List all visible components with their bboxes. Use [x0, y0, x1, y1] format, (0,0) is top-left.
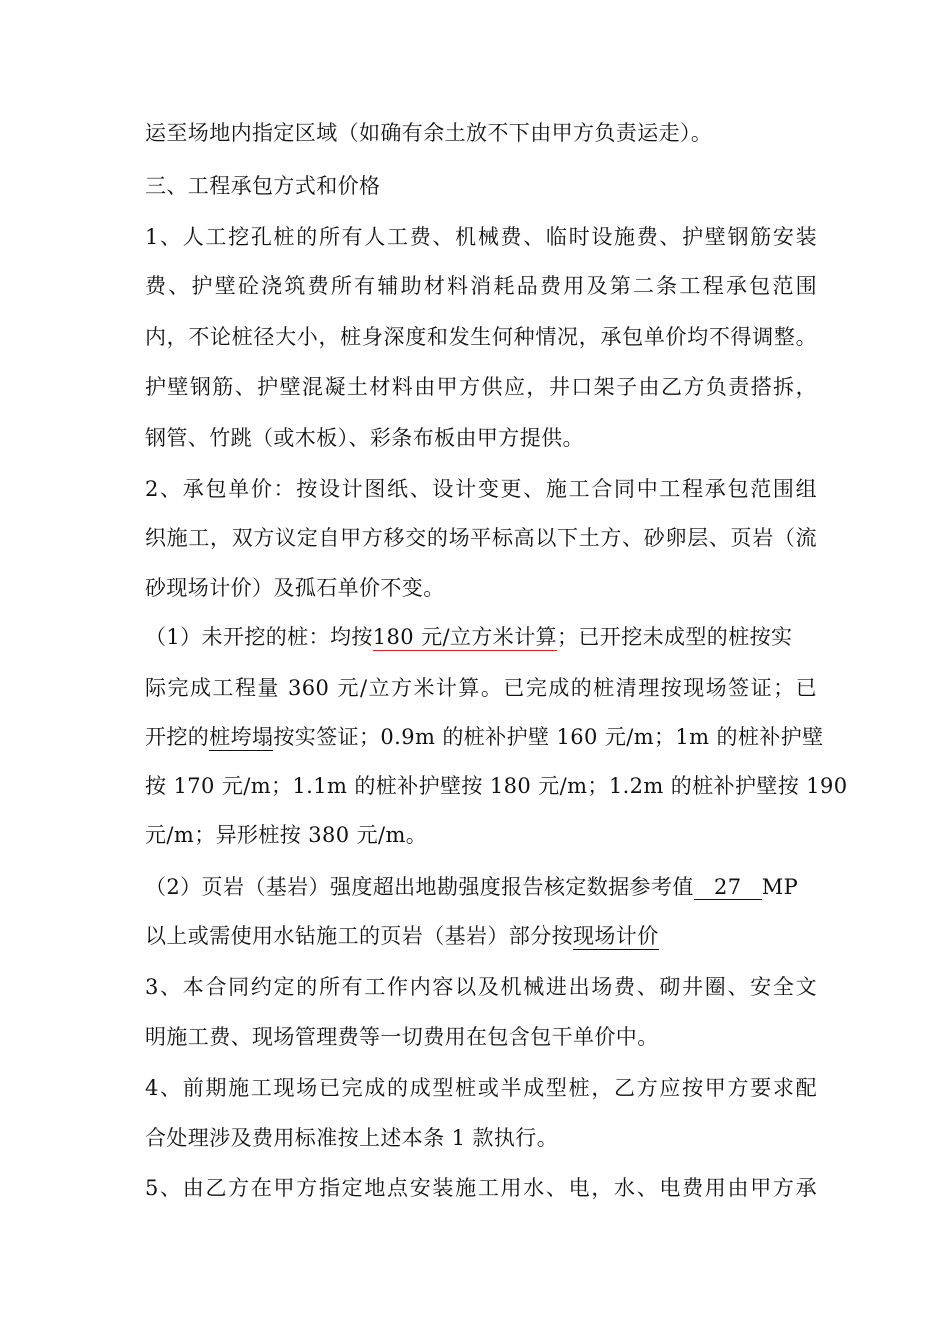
- item1-text: 按实签证；0.9m 的桩补护壁 160 元/m；1m 的桩补护壁: [273, 725, 824, 749]
- text-line: 运至场地内指定区域（如确有余土放不下由甲方负责运走）。: [145, 121, 713, 145]
- price-underlined-red: 180 元/立方米计算: [372, 625, 557, 649]
- item2-unit: MP: [761, 875, 799, 899]
- section-heading: 三、工程承包方式和价格: [145, 174, 381, 198]
- text-line: 织施工，双方议定自甲方移交的场平标高以下土方、砂卵层、页岩（流: [145, 526, 817, 550]
- item1-text: （1）未开挖的桩：均按: [145, 625, 373, 649]
- text-line: 内，不论桩径大小，桩身深度和发生何种情况，承包单价均不得调整。: [145, 325, 817, 349]
- item1-line-5: 元/m；异形桩按 380 元/m。: [145, 823, 428, 847]
- text-line: 5、由乙方在甲方指定地点安装施工用水、电，水、电费用由甲方承: [145, 1176, 817, 1200]
- text-line: 钢管、竹跳（或木板）、彩条布板由甲方提供。: [145, 426, 584, 450]
- text-line: 明施工费、现场管理费等一切费用在包含包干单价中。: [145, 1025, 659, 1049]
- text-line: 1、人工挖孔桩的所有人工费、机械费、临时设施费、护壁钢筋安装: [145, 225, 817, 249]
- text-line: 费、护壁砼浇筑费所有辅助材料消耗品费用及第二条工程承包范围: [145, 274, 817, 298]
- item2-line-2: [145, 921, 817, 951]
- text-line: 3、本合同约定的所有工作内容以及机械进出场费、砌井圈、安全文: [145, 975, 817, 999]
- text-line: 合处理涉及费用标准按上述本条 1 款执行。: [145, 1126, 559, 1150]
- pile-collapse-underlined: 桩垮塌: [209, 725, 274, 749]
- text-line: 护壁钢筋、护壁混凝土材料由甲方供应，井口架子由乙方负责搭拆，: [145, 375, 817, 399]
- strength-value-blank: 27: [694, 875, 762, 900]
- item2-text: （2）页岩（基岩）强度超出地勘强度报告核定数据参考值: [145, 875, 694, 899]
- item1-line-1: [145, 622, 817, 652]
- item1-line-2: 际完成工程量 360 元/立方米计算。已完成的桩清理按现场签证；已: [145, 676, 817, 700]
- item1-text: 开挖的: [145, 725, 210, 749]
- item1-text: ；已开挖未成型的桩按实: [557, 625, 793, 649]
- site-pricing-underlined: 现场计价: [573, 924, 659, 948]
- text-line: 2、承包单价：按设计图纸、设计变更、施工合同中工程承包范围组: [145, 477, 817, 501]
- text-line: 4、前期施工现场已完成的成型桩或半成型桩，乙方应按甲方要求配: [145, 1076, 817, 1100]
- item1-line-4: 按 170 元/m；1.1m 的桩补护壁按 180 元/m；1.2m 的桩补护壁按 190: [145, 774, 848, 798]
- item2-text: 以上或需使用水钻施工的页岩（基岩）部分按: [145, 924, 573, 948]
- item1-line-3: [145, 722, 824, 752]
- text-line: 砂现场计价）及孤石单价不变。: [145, 576, 445, 600]
- item2-line-1: [145, 872, 817, 902]
